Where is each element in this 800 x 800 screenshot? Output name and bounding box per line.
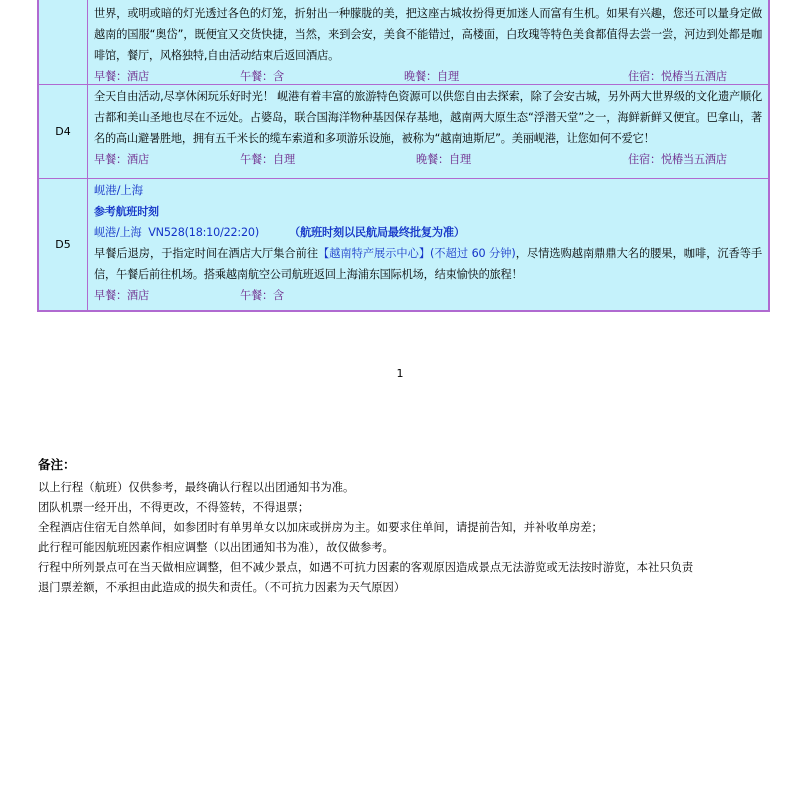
remark-line: 退门票差额，不承担由此造成的损失和责任。（不可抗力因素为天气原因） bbox=[38, 581, 406, 594]
meal-info bbox=[94, 285, 762, 306]
remark-line: 行程中所列景点可在当天做相应调整，但不减少景点，如遇不可抗力因素的客观原因造成景点无法游览或无法按时游览，本社只负责 bbox=[38, 561, 694, 574]
day-description: 全天自由活动,尽享休闲玩乐好时光！ 岘港有着丰富的旅游特色资源可以供您自由去探索，除了会安古城，另外两大世界级的文化遗产顺化古都和美山圣地也尽在不远处。占婆岛，联合国海洋物种基因保存基地，越南两大原生态“浮潜天堂”之一，海鲜新鲜又便宜。巴拿山，著名的高山避暑胜地，拥有五千米长的缆车索道和多项游乐设施，被称为“越南迪斯尼”。美丽岘港，让您如何不爱它！ bbox=[94, 90, 762, 145]
day-content bbox=[88, 85, 768, 178]
dinner-info: 晚餐：自理 bbox=[416, 153, 471, 166]
day-label: D4 bbox=[39, 85, 88, 178]
flight-reference-title: 参考航班时刻 bbox=[94, 205, 159, 218]
hotel-info: 住宿：悦椿当五酒店 bbox=[628, 153, 727, 166]
lunch-info: 午餐：含 bbox=[240, 289, 284, 302]
breakfast-info: 早餐：酒店 bbox=[94, 70, 149, 83]
route-title: 岘港/上海 bbox=[94, 183, 143, 197]
page-number: 1 bbox=[396, 367, 404, 380]
flight-note: （航班时刻以民航局最终批复为准） bbox=[289, 226, 465, 239]
day-content bbox=[88, 179, 768, 310]
day-label: D5 bbox=[39, 179, 88, 310]
remarks-title: 备注： bbox=[38, 457, 76, 472]
remark-line: 此行程可能因航班因素作相应调整（以出团通知书为准），故仅做参考。 bbox=[38, 541, 394, 554]
desc-part-2: ，尽情选购越南鼎鼎大名的腰果，咖啡，沉香等手信，午餐后前往机场。搭乘越南航空公司航班返回上海浦东国际机场，结束愉快的旅程！ bbox=[94, 247, 762, 281]
itinerary-table bbox=[37, 0, 770, 312]
dinner-info: 晚餐：自理 bbox=[404, 70, 459, 83]
lunch-info: 午餐：自理 bbox=[240, 153, 295, 166]
meal-info bbox=[94, 66, 762, 84]
flight-number: 岘港/上海 VN528(18:10/22:20) bbox=[94, 226, 259, 239]
breakfast-info: 早餐：酒店 bbox=[94, 153, 149, 166]
day-content bbox=[88, 0, 768, 84]
lunch-info: 午餐：含 bbox=[240, 70, 284, 83]
flight-info bbox=[94, 222, 762, 243]
meal-info bbox=[94, 149, 762, 170]
day-label bbox=[39, 0, 88, 84]
remark-line: 以上行程（航班）仅供参考，最终确认行程以出团通知书为准。 bbox=[38, 481, 355, 494]
breakfast-info: 早餐：酒店 bbox=[94, 289, 149, 302]
day-row-d3 bbox=[39, 0, 768, 85]
remarks-section bbox=[38, 455, 768, 598]
day-description bbox=[94, 243, 762, 285]
desc-part-1: 早餐后退房，于指定时间在酒店大厅集合前往 bbox=[94, 247, 319, 260]
shopping-center-highlight: 【越南特产展示中心】(不超过 60 分钟) bbox=[318, 247, 516, 260]
hotel-info: 住宿：悦椿当五酒店 bbox=[628, 70, 727, 83]
day-row-d4 bbox=[39, 85, 768, 179]
day-row-d5 bbox=[39, 179, 768, 310]
remark-line: 团队机票一经开出，不得更改，不得签转，不得退票； bbox=[38, 501, 310, 514]
remark-line: 全程酒店住宿无自然单间，如参团时有单男单女以加床或拼房为主。如要求住单间，请提前告知，并补收单房差； bbox=[38, 521, 603, 534]
day-description: 世界，或明或暗的灯光透过各色的灯笼，折射出一种朦胧的美，把这座古城妆扮得更加迷人而富有生机。如果有兴趣，您还可以量身定做越南的国服“奥岱”，既便宜又交货快捷，当然，来到会安，美食不能错过，高楼面，白玫瑰等特色美食都值得去尝一尝，河边到处都是咖啡馆，餐厅，风格独特,自由活动结束后返回酒店。 bbox=[94, 7, 762, 62]
